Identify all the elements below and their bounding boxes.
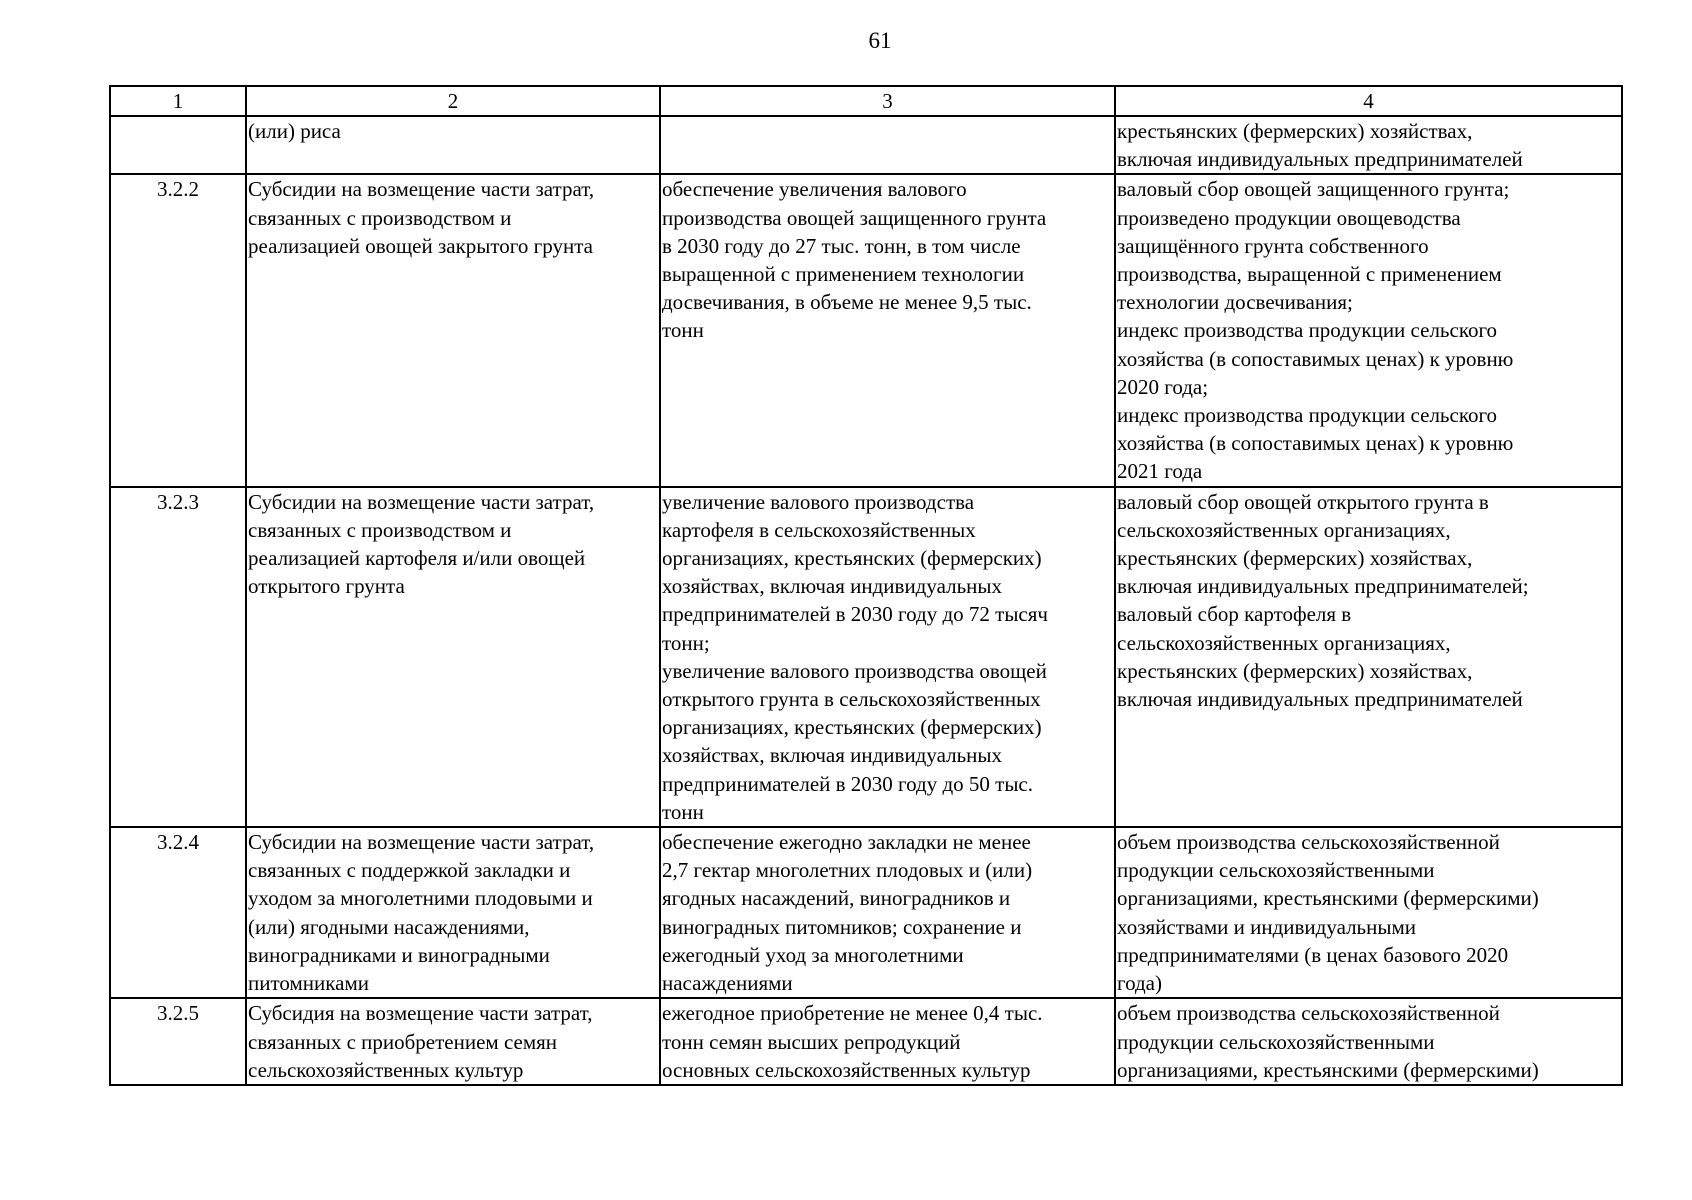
table-row bbox=[110, 827, 1622, 998]
page-number: 61 bbox=[868, 28, 892, 53]
column-header-2: 2 bbox=[246, 86, 660, 116]
measure-cell: Субсидия на возмещение части затрат, связанных с приобретением семян сельскохозяйственных культур bbox=[246, 998, 660, 1085]
measure-cell: (или) риса bbox=[246, 116, 660, 174]
measure-cell: Субсидии на возмещение части затрат, связанных с производством и реализацией овощей закрытого грунта bbox=[246, 174, 660, 486]
table-row bbox=[110, 998, 1622, 1085]
row-number-cell: 3.2.2 bbox=[110, 174, 246, 486]
column-header-4: 4 bbox=[1115, 86, 1622, 116]
result-cell: увеличение валового производства картофеля в сельскохозяйственных организациях, крестьянских (фермерских) хозяйствах, включая индивидуальных предпринимателей в 2030 году до 72 тысяч тонн; увеличение валового производства овощей открытого грунта в сельскохозяйственных организациях, крестьянских (фермерских) хозяйствах, включая индивидуальных предпринимателей в 2030 году до 50 тыс. тонн bbox=[660, 487, 1115, 827]
row-number-cell: 3.2.5 bbox=[110, 998, 246, 1085]
row-number-cell: 3.2.3 bbox=[110, 487, 246, 827]
indicator-cell: валовый сбор овощей защищенного грунта; произведено продукции овощеводства защищённого грунта собственного производства, выращенной с применением технологии досвечивания; индекс производства продукции сельского хозяйства (в сопоставимых ценах) к уровню 2020 года; индекс производства продукции сельского хозяйства (в сопоставимых ценах) к уровню 2021 года bbox=[1115, 174, 1622, 486]
measure-cell: Субсидии на возмещение части затрат, связанных с поддержкой закладки и уходом за многолетними плодовыми и (или) ягодными насаждениями, виноградниками и виноградными питомниками bbox=[246, 827, 660, 998]
result-cell: обеспечение ежегодно закладки не менее 2,7 гектар многолетних плодовых и (или) ягодных насаждений, виноградников и виноградных питомников; сохранение и ежегодный уход за многолетними насаждениями bbox=[660, 827, 1115, 998]
result-cell: ежегодное приобретение не менее 0,4 тыс. тонн семян высших репродукций основных сельскохозяйственных культур bbox=[660, 998, 1115, 1085]
program-measures-table bbox=[109, 85, 1623, 1086]
table-row bbox=[110, 116, 1622, 174]
result-cell: обеспечение увеличения валового производства овощей защищенного грунта в 2030 году до 27 тыс. тонн, в том числе выращенной с применением технологии досвечивания, в объеме не менее 9,5 тыс. тонн bbox=[660, 174, 1115, 486]
indicator-cell: валовый сбор овощей открытого грунта в сельскохозяйственных организациях, крестьянских (фермерских) хозяйствах, включая индивидуальных предпринимателей; валовый сбор картофеля в сельскохозяйственных организациях, крестьянских (фермерских) хозяйствах, включая индивидуальных предпринимателей bbox=[1115, 487, 1622, 827]
table-row bbox=[110, 174, 1622, 486]
indicator-cell: крестьянских (фермерских) хозяйствах, включая индивидуальных предпринимателей bbox=[1115, 116, 1622, 174]
column-header-3: 3 bbox=[660, 86, 1115, 116]
table-header-row bbox=[110, 86, 1622, 116]
row-number-cell bbox=[110, 116, 246, 174]
indicator-cell: объем производства сельскохозяйственной продукции сельскохозяйственными организациями, крестьянскими (фермерскими) bbox=[1115, 998, 1622, 1085]
row-number-cell: 3.2.4 bbox=[110, 827, 246, 998]
result-cell bbox=[660, 116, 1115, 174]
measure-cell: Субсидии на возмещение части затрат, связанных с производством и реализацией картофеля и/или овощей открытого грунта bbox=[246, 487, 660, 827]
column-header-1: 1 bbox=[110, 86, 246, 116]
indicator-cell: объем производства сельскохозяйственной продукции сельскохозяйственными организациями, крестьянскими (фермерскими) хозяйствами и индивидуальными предпринимателями (в ценах базового 2020 года) bbox=[1115, 827, 1622, 998]
table-row bbox=[110, 487, 1622, 827]
